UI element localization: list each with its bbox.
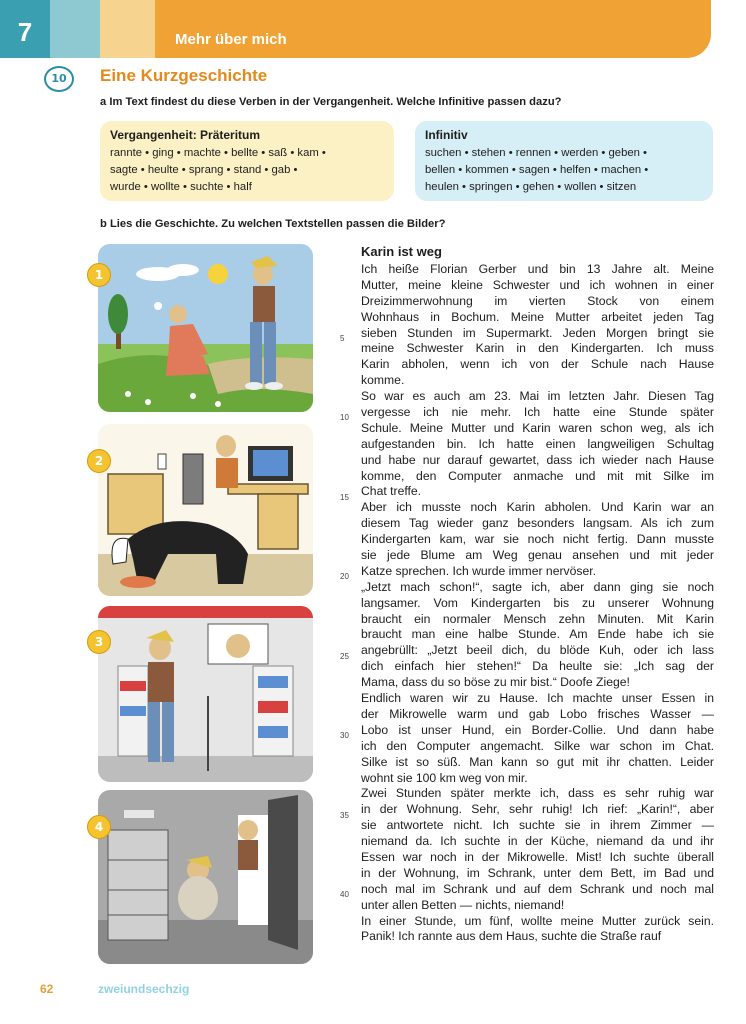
page-number-word: zweiundsechzig (98, 982, 190, 996)
story-line: Zwei Stunden später merkte ich, dass es sehr ruhig war (361, 786, 714, 801)
story-line: in der Wohnung, im Schrank, unter dem Bett, im Bad und (361, 865, 714, 880)
story-line: sie jede Blume am Weg genau ansehen und mit jeder (361, 548, 714, 563)
past-tense-box (100, 121, 394, 201)
line-number: 40 (340, 890, 349, 899)
story-line: Aber ich musste noch Karin abholen. Und Karin war an (361, 500, 714, 515)
page-number: 62 (40, 982, 54, 996)
story-line: dich einfach hier stehen!“ Da heulte sie: „Ich sag der (361, 659, 714, 674)
past-line: sagte • heulte • sprang • stand • gab • (110, 164, 298, 176)
infinitive-line: bellen • kommen • sagen • helfen • machen • (425, 164, 649, 176)
infinitive-line: heulen • springen • gehen • wollen • sitzen (425, 181, 637, 193)
story-line: unter allen Betten — nichts, niemand! (361, 897, 565, 912)
header-stripe-yellow (100, 0, 155, 58)
story-line: So war es auch am 23. Mai im letzten Jahr. Diesen Tag (361, 389, 714, 404)
line-number: 35 (340, 811, 349, 820)
illustration-3 (98, 606, 313, 782)
story-line: meine Schwester Karin in den Kindergarten. Ich muss (361, 341, 714, 356)
story-line: Chat treffe. (361, 484, 422, 499)
story-line: ich den Computer angemacht. Silke war schon im Chat. (361, 738, 714, 753)
line-number: 25 (340, 652, 349, 661)
story-line: „Jetzt mach schon!“, sagte ich, aber dann ging sie noch (361, 579, 714, 594)
story-line: Mama, dass du so böse zu mir bist.“ Doofe Ziege! (361, 675, 630, 690)
story-line: Wohnhaus in Bochum. Meine Mutter arbeitet jeden Tag (361, 309, 714, 324)
story-line: Katze sprechen. Ich wurde immer nervöser. (361, 563, 597, 578)
infinitive-title: Infinitiv (425, 128, 468, 142)
story-line: braucht man eine halbe Stunde. Am Ende habe ich sie (361, 627, 714, 642)
line-number: 10 (340, 413, 349, 422)
story-line: Dreizimmerwohnung im vierten Stock von einem (361, 293, 714, 308)
story-line: Kindergarten kam, war sie noch nicht fertig. Dann musste (361, 532, 714, 547)
story-line: sieben Stunden im Supermarkt. Jeden Morgen bringt sie (361, 325, 714, 340)
line-number: 30 (340, 731, 349, 740)
task-b: b Lies die Geschichte. Zu welchen Textstellen passen die Bilder? (100, 218, 446, 230)
story-line: sie antwortete nicht. Ich suchte sie in ihrem Zimmer — (361, 818, 714, 833)
story-line: komme. (361, 373, 405, 388)
chapter-number: 7 (0, 0, 50, 58)
story-line: Essen war noch in der Mikrowelle. Mist! Ich suchte überall (361, 849, 714, 864)
past-tense-title: Vergangenheit: Präteritum (110, 128, 261, 142)
story-line: noch mal im Schrank und auf dem Schrank und noch mal (361, 881, 714, 896)
header-bar (155, 0, 711, 58)
picture-badge-3: 3 (87, 630, 111, 654)
line-number: 15 (340, 493, 349, 502)
story-line: braucht ein normaler Mensch zehn Minuten. Mit Karin (361, 611, 714, 626)
exercise-number: 10 (44, 66, 74, 92)
story-line: angebrüllt: „Jetzt beeil dich, du blöde Kuh, oder ich lass (361, 643, 714, 658)
picture-badge-4: 4 (87, 815, 111, 839)
chapter-title: Mehr über mich (175, 31, 287, 48)
story-line: komme, den Computer anmache und mit mit Silke im (361, 468, 714, 483)
illustration-1 (98, 244, 313, 412)
illustration-2 (98, 424, 313, 596)
illustration-4 (98, 790, 313, 964)
story-line: aufgestanden bin. Ich hatte einen langweiligen Schultag (361, 436, 714, 451)
story-line: Silke ist so süß. Man kann so gut mit ihr chatten. Leider (361, 754, 714, 769)
story-text (361, 262, 714, 945)
story-line: Panik! Ich rannte aus dem Haus, suchte die Straße rauf (361, 929, 662, 944)
line-number: 5 (340, 334, 345, 343)
story-line: in der Wohnung. Sehr, sehr ruhig! Ich rief: „Karin!“, aber (361, 802, 714, 817)
story-line: langsamer. Vom Kindergarten bis zu unserer Wohnung (361, 595, 714, 610)
story-line: Mutter, meine kleine Schwester und ich wohnen in einer (361, 277, 714, 292)
story-line: Schule. Meine Mutter und Karin waren schon weg, als ich (361, 420, 714, 435)
story-line: Lobo ist unser Hund, ein Border-Collie. Und dann habe (361, 722, 714, 737)
picture-badge-1: 1 (87, 263, 111, 287)
infinitive-line: suchen • stehen • rennen • werden • geben • (425, 147, 648, 159)
story-line: In einer Stunde, um fünf, wollte meine Mutter zurück sein. (361, 913, 714, 928)
exercise-title: Eine Kurzgeschichte (100, 66, 268, 85)
story-line: diesem Tag wieder ganz besonders langsam. Als ich zum (361, 516, 714, 531)
story-line: Karin abholen, wenn ich von der Schule nach Hause (361, 357, 714, 372)
header-stripe-teal (50, 0, 100, 58)
line-number: 20 (340, 572, 349, 581)
story-line: der Mikrowelle warm und gab Lobo frisches Wasser — (361, 706, 714, 721)
story-line: wohnt sie 100 km weg von mir. (361, 770, 528, 785)
story-line: vergesse ich nie mehr. Ich hatte eine Stunde später (361, 405, 714, 420)
story-line: und habe nur darauf gewartet, dass ich wieder nach Hause (361, 452, 714, 467)
infinitive-box (415, 121, 713, 201)
task-a: a Im Text findest du diese Verben in der Vergangenheit. Welche Infinitive passen dazu? (100, 96, 562, 108)
story-line: Ich heiße Florian Gerber und bin 13 Jahre alt. Meine (361, 262, 714, 276)
past-line: wurde • wollte • suchte • half (110, 181, 252, 193)
past-line: rannte • ging • machte • bellte • saß • kam • (110, 147, 326, 159)
story-title: Karin ist weg (361, 244, 442, 259)
story-line: niemand da. Ich suchte in der Küche, niemand da und ihr (361, 834, 714, 849)
chapter-header (0, 0, 746, 58)
picture-badge-2: 2 (87, 449, 111, 473)
story-line: Endlich waren wir zu Hause. Ich machte unser Essen in (361, 691, 714, 706)
